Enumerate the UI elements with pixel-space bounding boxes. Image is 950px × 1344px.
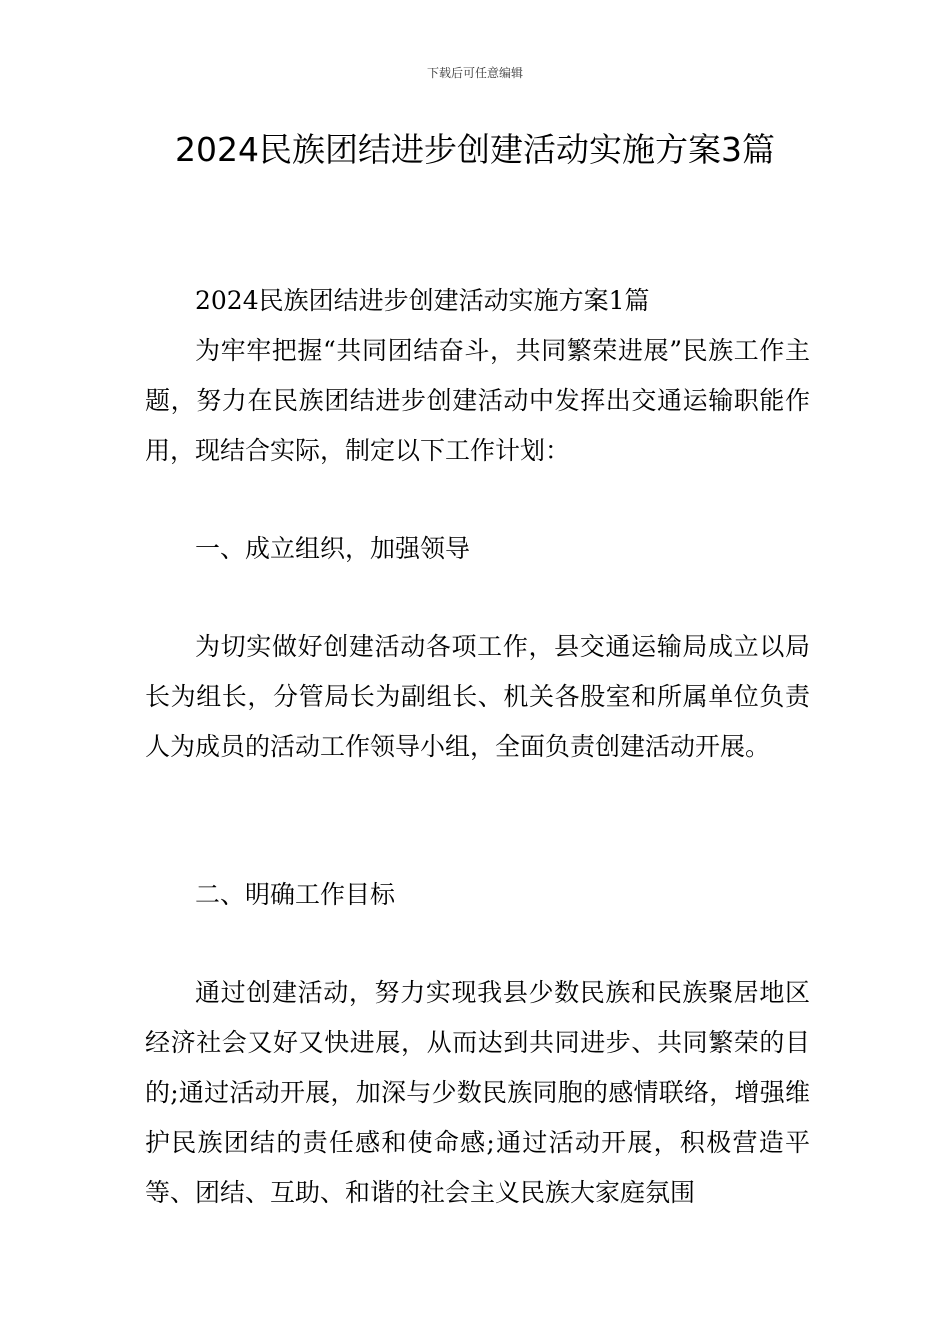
- paragraph-section-1: [145, 622, 810, 772]
- paragraph-subtitle: [145, 276, 810, 326]
- header-note: 下载后可任意编辑: [426, 66, 523, 80]
- section-heading-1: [145, 524, 810, 574]
- section-heading: 一、成立组织，加强领导: [195, 534, 471, 563]
- paragraph: 为切实做好创建活动各项工作，县交通运输局成立以局长为组长，分管局长为副组长、机关各股室和所属单位负责人为成员的活动工作领导小组，全面负责创建活动开展。: [145, 632, 810, 761]
- paragraph: 通过创建活动，努力实现我县少数民族和民族聚居地区经济社会又好又快进展，从而达到共同进步、共同繁荣的目的;通过活动开展，加深与少数民族同胞的感情联络，增强维护民族团结的责任感和使命感;通过活动开展，积极营造平等、团结、互助、和谐的社会主义民族大家庭氛围: [145, 978, 810, 1207]
- paragraph: 为牢牢把握“共同团结奋斗，共同繁荣进展”民族工作主题，努力在民族团结进步创建活动中发挥出交通运输职能作用，现结合实际，制定以下工作计划：: [145, 336, 810, 465]
- paragraph: 2024民族团结进步创建活动实施方案1篇: [195, 286, 650, 315]
- document-title: 2024民族团结进步创建活动实施方案3篇: [175, 130, 775, 169]
- section-heading: 二、明确工作目标: [195, 880, 396, 909]
- section-heading-2: [145, 870, 810, 920]
- paragraph-intro: [145, 326, 810, 476]
- paragraph-section-2: [145, 968, 810, 1218]
